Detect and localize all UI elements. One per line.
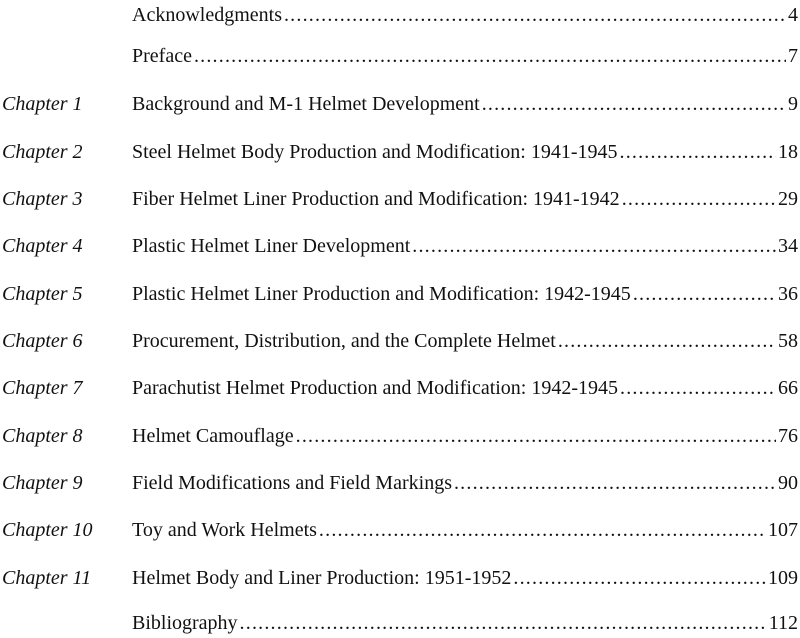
toc-row-chapter-6 (0, 326, 800, 356)
toc-row-chapter-10 (0, 515, 800, 545)
toc-entry (132, 326, 798, 356)
toc-entry-title: Steel Helmet Body Production and Modification: 1941-1945 (132, 141, 618, 163)
toc-page-number: 112 (768, 612, 798, 634)
toc-page-number: 107 (768, 519, 798, 541)
dot-leader (284, 0, 786, 30)
chapter-label: Chapter 3 (2, 188, 83, 210)
chapter-label: Chapter 4 (2, 235, 83, 257)
chapter-label: Chapter 10 (2, 519, 93, 541)
toc-page-number: 58 (778, 330, 798, 352)
toc-entry (132, 89, 798, 119)
chapter-label: Chapter 5 (2, 283, 83, 305)
dot-leader (513, 563, 766, 593)
toc-entry (132, 137, 798, 167)
toc-page-number: 7 (788, 45, 798, 67)
dot-leader (620, 373, 776, 403)
toc-page-number: 66 (778, 377, 798, 399)
chapter-label: Chapter 7 (2, 377, 83, 399)
toc-row-chapter-9 (0, 468, 800, 498)
dot-leader (240, 608, 767, 638)
dot-leader (620, 137, 777, 167)
toc-entry-title: Field Modifications and Field Markings (132, 472, 452, 494)
chapter-label: Chapter 11 (2, 567, 92, 589)
toc-page-number: 4 (788, 4, 798, 26)
chapter-label: Chapter 9 (2, 472, 83, 494)
toc-row-acknowledgments (0, 0, 800, 30)
toc-entry (132, 468, 798, 498)
toc-entry-title: Helmet Body and Liner Production: 1951-1952 (132, 567, 512, 589)
toc-entry-title: Fiber Helmet Liner Production and Modification: 1941-1942 (132, 188, 620, 210)
toc-row-chapter-3 (0, 184, 800, 214)
toc-row-bibliography (0, 608, 800, 638)
dot-leader (194, 41, 786, 71)
toc-entry (132, 515, 798, 545)
toc-entry-title: Acknowledgments (132, 4, 282, 26)
chapter-label: Chapter 1 (2, 93, 83, 115)
dot-leader (558, 326, 776, 356)
toc-row-chapter-7 (0, 373, 800, 403)
dot-leader (319, 515, 766, 545)
toc-page-number: 18 (778, 141, 798, 163)
toc-entry-title: Toy and Work Helmets (132, 519, 317, 541)
toc-page-number: 90 (778, 472, 798, 494)
toc-entry (132, 421, 798, 451)
toc-entry (132, 279, 798, 309)
toc-page-number: 29 (778, 188, 798, 210)
toc-row-chapter-1 (0, 89, 800, 119)
toc-page-number: 9 (788, 93, 798, 115)
toc-entry-title: Bibliography (132, 612, 238, 634)
toc-entry (132, 231, 798, 261)
toc-row-chapter-8 (0, 421, 800, 451)
toc-entry-title: Plastic Helmet Liner Production and Modification: 1942-1945 (132, 283, 631, 305)
chapter-label: Chapter 6 (2, 330, 83, 352)
toc-entry (132, 373, 798, 403)
toc-page-number: 36 (778, 283, 798, 305)
toc-entry-title: Background and M-1 Helmet Development (132, 93, 480, 115)
toc-entry (132, 563, 798, 593)
toc-entry-title: Helmet Camouflage (132, 425, 294, 447)
toc-entry (132, 41, 798, 71)
dot-leader (633, 279, 776, 309)
toc-entry-title: Plastic Helmet Liner Development (132, 235, 411, 257)
toc-entry (132, 608, 798, 638)
toc-row-chapter-2 (0, 137, 800, 167)
toc-row-chapter-11 (0, 563, 800, 593)
toc-page-number: 109 (768, 567, 798, 589)
toc-row-preface (0, 41, 800, 71)
toc-entry-title: Parachutist Helmet Production and Modification: 1942-1945 (132, 377, 619, 399)
toc-page-number: 76 (778, 425, 798, 447)
toc-page-number: 34 (778, 235, 798, 257)
dot-leader (412, 231, 776, 261)
chapter-label: Chapter 8 (2, 425, 83, 447)
dot-leader (454, 468, 776, 498)
dot-leader (482, 89, 786, 119)
dot-leader (296, 421, 776, 451)
toc-row-chapter-4 (0, 231, 800, 261)
toc-entry-title: Preface (132, 45, 192, 67)
toc-row-chapter-5 (0, 279, 800, 309)
toc-entry (132, 184, 798, 214)
toc-entry (132, 0, 798, 30)
chapter-label: Chapter 2 (2, 141, 83, 163)
dot-leader (622, 184, 776, 214)
toc-entry-title: Procurement, Distribution, and the Complete Helmet (132, 330, 556, 352)
